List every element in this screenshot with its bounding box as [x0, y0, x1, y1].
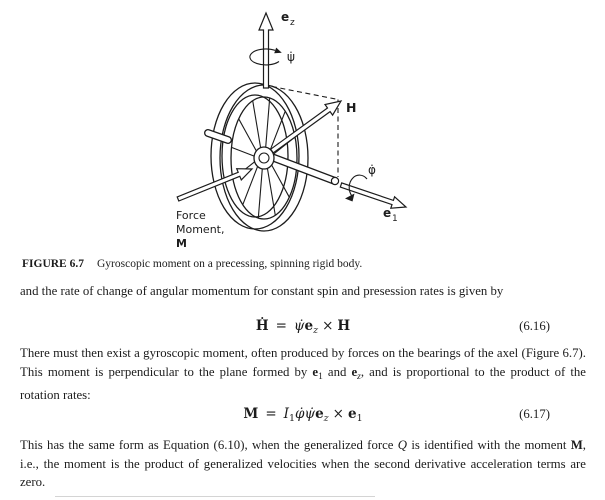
- paragraph-intro: and the rate of change of angular momentum for constant spin and presession rates is given by: [20, 284, 504, 298]
- equation-6-16: [20, 316, 586, 341]
- h-label: H: [346, 100, 357, 115]
- equation-6-17: [20, 404, 586, 429]
- moment-label-line2: Moment,: [176, 223, 225, 236]
- e1-label: e: [383, 206, 392, 220]
- moment-label-line1: Force: [176, 209, 206, 222]
- phi-dot-label: φ̇: [368, 163, 376, 177]
- precession-axis-arrow: [259, 13, 273, 88]
- figure-caption: [22, 257, 582, 271]
- moment-label-line3: M: [176, 237, 187, 250]
- paragraph-gyroscopic-moment: There must then exist a gyroscopic moment, often produced by forces on the bearings of the axel (Figure 6.7). This moment is perpendicular to the plane formed by $e_1$ and $e_z$, and is proportional to the product of the rotation rates:: [20, 346, 586, 402]
- moment-arrow: [177, 169, 252, 201]
- ez-label: e: [281, 10, 290, 24]
- axle-stub: [208, 133, 228, 140]
- equation-6-17-number: (6.17): [519, 407, 550, 421]
- figure-caption-number: FIGURE 6.7: [22, 258, 84, 270]
- equation-6-16-number: (6.16): [519, 319, 550, 333]
- equation-6-16-body: Ḣ = $\psi̇e_z \times H$: [255, 318, 351, 336]
- e1-label-sub: 1: [392, 214, 398, 224]
- paragraph-conclusion: This has the same form as Equation (6.10), when the generalized force Q is identified with the moment M, i.e., the moment is the product of generalized velocities when the second derivative acceleration terms are zero.: [20, 438, 586, 489]
- spin-axis-arrow: [340, 183, 406, 208]
- angular-momentum-arrow: [271, 101, 341, 153]
- page-bottom-rule: [55, 496, 375, 497]
- ez-label-sub: z: [290, 18, 295, 28]
- equation-6-17-body: $M = I_1\varphi̇\psi̇e_z \times e_1$: [243, 406, 363, 424]
- psi-dot-label: ψ̇: [287, 50, 295, 64]
- figure-caption-text: Gyroscopic moment on a precessing, spinning rigid body.: [96, 258, 363, 270]
